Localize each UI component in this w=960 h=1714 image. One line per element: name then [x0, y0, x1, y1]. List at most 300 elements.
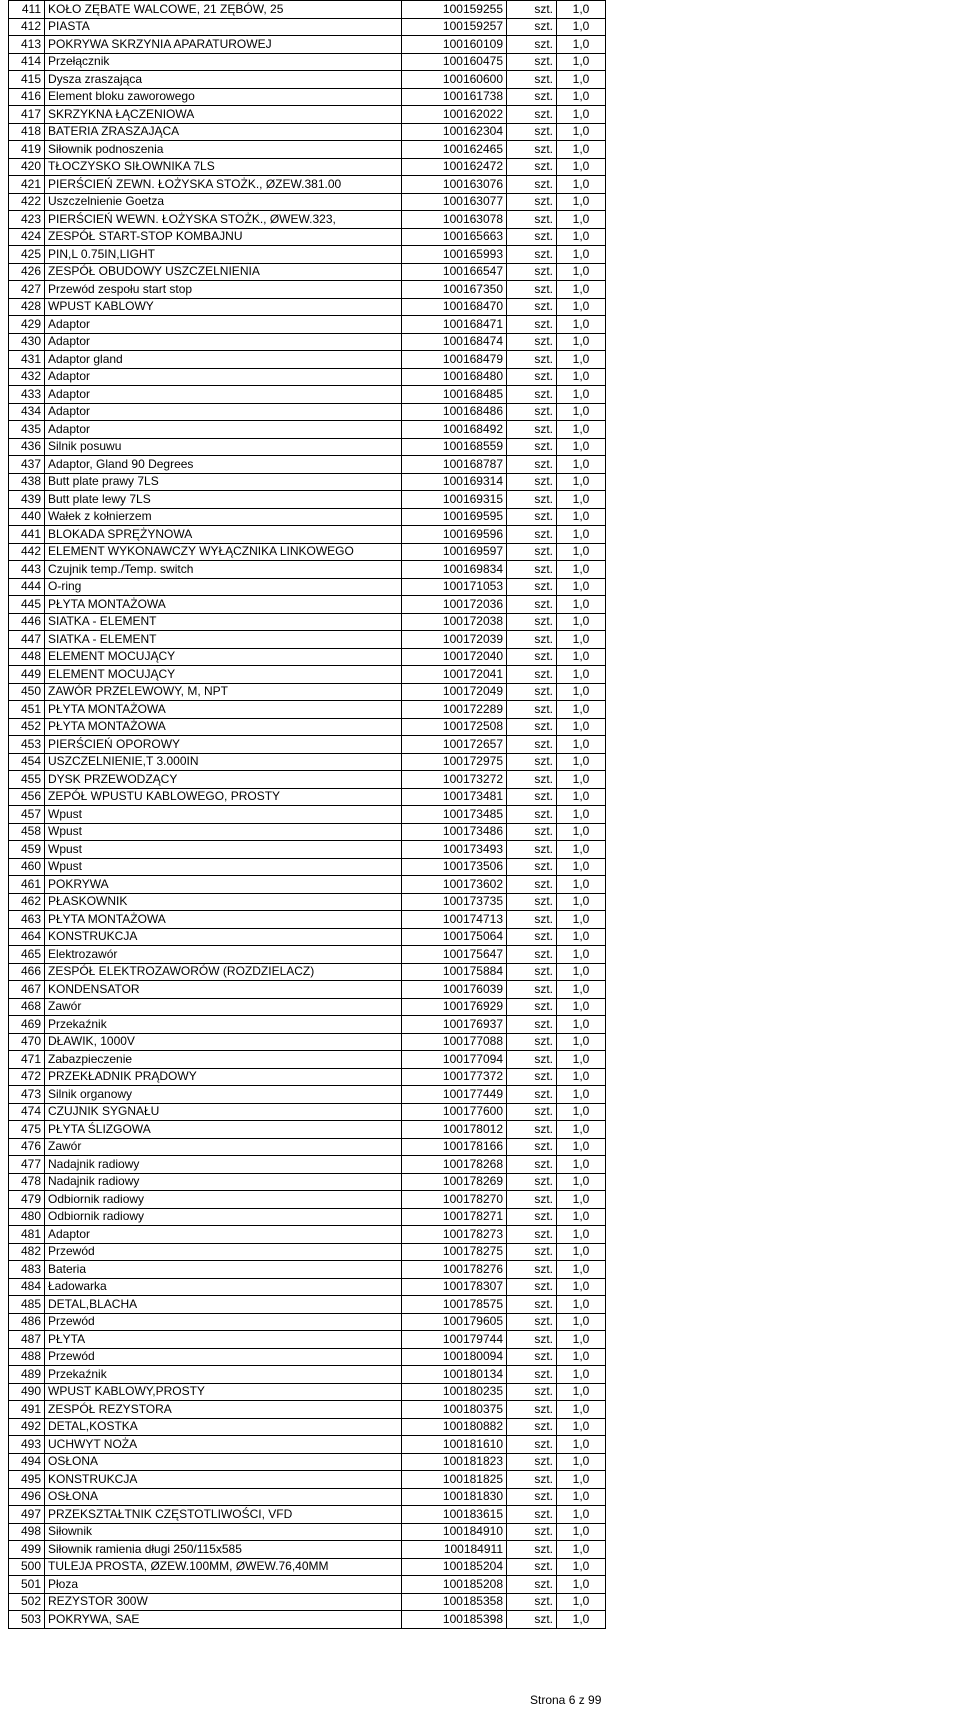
- unit-cell: szt.: [507, 1243, 557, 1261]
- part-name-cell: ZEPÓŁ WPUSTU KABLOWEGO, PROSTY: [45, 788, 402, 806]
- row-number-cell: 482: [9, 1243, 45, 1261]
- table-row: [9, 1156, 606, 1174]
- part-name-cell: PŁYTA: [45, 1331, 402, 1349]
- row-number-cell: 433: [9, 386, 45, 404]
- row-number-cell: 412: [9, 18, 45, 36]
- row-number-cell: 492: [9, 1418, 45, 1436]
- row-number-cell: 413: [9, 36, 45, 54]
- part-index-cell: 100168492: [402, 421, 507, 439]
- quantity-cell: 1,0: [557, 946, 606, 964]
- unit-cell: szt.: [507, 141, 557, 159]
- quantity-cell: 1,0: [557, 228, 606, 246]
- row-number-cell: 501: [9, 1576, 45, 1594]
- table-row: [9, 491, 606, 509]
- part-index-cell: 100183615: [402, 1506, 507, 1524]
- part-index-cell: 100178273: [402, 1226, 507, 1244]
- part-index-cell: 100178269: [402, 1173, 507, 1191]
- table-row: [9, 963, 606, 981]
- table-row: [9, 1261, 606, 1279]
- part-index-cell: 100159255: [402, 1, 507, 19]
- table-row: [9, 316, 606, 334]
- row-number-cell: 469: [9, 1016, 45, 1034]
- part-name-cell: Silnik posuwu: [45, 438, 402, 456]
- table-row: [9, 1278, 606, 1296]
- unit-cell: szt.: [507, 333, 557, 351]
- parts-table-body: [9, 1, 606, 1629]
- table-row: [9, 1, 606, 19]
- row-number-cell: 500: [9, 1558, 45, 1576]
- part-index-cell: 100180375: [402, 1401, 507, 1419]
- part-index-cell: 100173486: [402, 823, 507, 841]
- table-row: [9, 176, 606, 194]
- part-name-cell: PRZEKSZTAŁTNIK CZĘSTOTLIWOŚCI, VFD: [45, 1506, 402, 1524]
- unit-cell: szt.: [507, 823, 557, 841]
- part-name-cell: Wałek z kołnierzem: [45, 508, 402, 526]
- part-index-cell: 100185398: [402, 1611, 507, 1629]
- unit-cell: szt.: [507, 193, 557, 211]
- row-number-cell: 440: [9, 508, 45, 526]
- part-index-cell: 100166547: [402, 263, 507, 281]
- part-index-cell: 100173602: [402, 876, 507, 894]
- part-index-cell: 100178012: [402, 1121, 507, 1139]
- table-row: [9, 211, 606, 229]
- part-name-cell: SKRZYKNA ŁĄCZENIOWA: [45, 106, 402, 124]
- row-number-cell: 427: [9, 281, 45, 299]
- row-number-cell: 432: [9, 368, 45, 386]
- part-index-cell: 100179744: [402, 1331, 507, 1349]
- part-name-cell: Odbiornik radiowy: [45, 1191, 402, 1209]
- unit-cell: szt.: [507, 596, 557, 614]
- quantity-cell: 1,0: [557, 1208, 606, 1226]
- part-name-cell: Adaptor: [45, 386, 402, 404]
- table-row: [9, 421, 606, 439]
- table-row: [9, 666, 606, 684]
- table-row: [9, 1436, 606, 1454]
- table-row: [9, 1471, 606, 1489]
- quantity-cell: 1,0: [557, 1611, 606, 1629]
- part-name-cell: ELEMENT WYKONAWCZY WYŁĄCZNIKA LINKOWEGO: [45, 543, 402, 561]
- part-name-cell: TULEJA PROSTA, ØZEW.100MM, ØWEW.76,40MM: [45, 1558, 402, 1576]
- unit-cell: szt.: [507, 1331, 557, 1349]
- part-name-cell: Elektrozawór: [45, 946, 402, 964]
- part-index-cell: 100176039: [402, 981, 507, 999]
- quantity-cell: 1,0: [557, 263, 606, 281]
- quantity-cell: 1,0: [557, 18, 606, 36]
- part-name-cell: WPUST KABLOWY: [45, 298, 402, 316]
- part-name-cell: KONSTRUKCJA: [45, 1471, 402, 1489]
- quantity-cell: 1,0: [557, 1313, 606, 1331]
- part-name-cell: Płoza: [45, 1576, 402, 1594]
- part-name-cell: Wpust: [45, 823, 402, 841]
- unit-cell: szt.: [507, 981, 557, 999]
- quantity-cell: 1,0: [557, 771, 606, 789]
- part-name-cell: O-ring: [45, 578, 402, 596]
- row-number-cell: 457: [9, 806, 45, 824]
- table-row: [9, 1541, 606, 1559]
- part-index-cell: 100167350: [402, 281, 507, 299]
- table-row: [9, 596, 606, 614]
- quantity-cell: 1,0: [557, 1156, 606, 1174]
- row-number-cell: 424: [9, 228, 45, 246]
- table-row: [9, 753, 606, 771]
- quantity-cell: 1,0: [557, 963, 606, 981]
- row-number-cell: 453: [9, 736, 45, 754]
- part-name-cell: PIASTA: [45, 18, 402, 36]
- quantity-cell: 1,0: [557, 666, 606, 684]
- quantity-cell: 1,0: [557, 456, 606, 474]
- unit-cell: szt.: [507, 438, 557, 456]
- row-number-cell: 486: [9, 1313, 45, 1331]
- part-name-cell: SIATKA - ELEMENT: [45, 613, 402, 631]
- table-row: [9, 1016, 606, 1034]
- part-index-cell: 100172657: [402, 736, 507, 754]
- unit-cell: szt.: [507, 508, 557, 526]
- unit-cell: szt.: [507, 123, 557, 141]
- unit-cell: szt.: [507, 1016, 557, 1034]
- row-number-cell: 429: [9, 316, 45, 334]
- part-name-cell: Zawór: [45, 1138, 402, 1156]
- part-name-cell: Adaptor: [45, 333, 402, 351]
- part-name-cell: REZYSTOR 300W: [45, 1593, 402, 1611]
- row-number-cell: 460: [9, 858, 45, 876]
- part-name-cell: PŁYTA MONTAŻOWA: [45, 911, 402, 929]
- quantity-cell: 1,0: [557, 1086, 606, 1104]
- row-number-cell: 444: [9, 578, 45, 596]
- table-row: [9, 298, 606, 316]
- quantity-cell: 1,0: [557, 1348, 606, 1366]
- row-number-cell: 446: [9, 613, 45, 631]
- table-row: [9, 613, 606, 631]
- part-name-cell: BATERIA ZRASZAJĄCA: [45, 123, 402, 141]
- part-index-cell: 100175064: [402, 928, 507, 946]
- table-row: [9, 1453, 606, 1471]
- quantity-cell: 1,0: [557, 1453, 606, 1471]
- row-number-cell: 467: [9, 981, 45, 999]
- unit-cell: szt.: [507, 1488, 557, 1506]
- row-number-cell: 479: [9, 1191, 45, 1209]
- quantity-cell: 1,0: [557, 1051, 606, 1069]
- table-row: [9, 263, 606, 281]
- row-number-cell: 431: [9, 351, 45, 369]
- quantity-cell: 1,0: [557, 578, 606, 596]
- quantity-cell: 1,0: [557, 683, 606, 701]
- row-number-cell: 471: [9, 1051, 45, 1069]
- part-index-cell: 100172289: [402, 701, 507, 719]
- unit-cell: szt.: [507, 1173, 557, 1191]
- table-row: [9, 1348, 606, 1366]
- part-name-cell: PRZEKŁADNIK PRĄDOWY: [45, 1068, 402, 1086]
- table-row: [9, 1523, 606, 1541]
- unit-cell: szt.: [507, 858, 557, 876]
- quantity-cell: 1,0: [557, 718, 606, 736]
- row-number-cell: 473: [9, 1086, 45, 1104]
- table-row: [9, 141, 606, 159]
- part-index-cell: 100178271: [402, 1208, 507, 1226]
- quantity-cell: 1,0: [557, 176, 606, 194]
- table-row: [9, 911, 606, 929]
- part-name-cell: DETAL,BLACHA: [45, 1296, 402, 1314]
- part-index-cell: 100169834: [402, 561, 507, 579]
- row-number-cell: 441: [9, 526, 45, 544]
- table-row: [9, 106, 606, 124]
- table-row: [9, 456, 606, 474]
- unit-cell: szt.: [507, 1086, 557, 1104]
- part-name-cell: Ładowarka: [45, 1278, 402, 1296]
- table-row: [9, 333, 606, 351]
- table-row: [9, 561, 606, 579]
- part-index-cell: 100165663: [402, 228, 507, 246]
- unit-cell: szt.: [507, 666, 557, 684]
- part-index-cell: 100185204: [402, 1558, 507, 1576]
- quantity-cell: 1,0: [557, 368, 606, 386]
- row-number-cell: 465: [9, 946, 45, 964]
- part-index-cell: 100160475: [402, 53, 507, 71]
- quantity-cell: 1,0: [557, 631, 606, 649]
- quantity-cell: 1,0: [557, 1436, 606, 1454]
- row-number-cell: 423: [9, 211, 45, 229]
- table-row: [9, 1558, 606, 1576]
- part-name-cell: Przewód: [45, 1313, 402, 1331]
- quantity-cell: 1,0: [557, 526, 606, 544]
- table-row: [9, 71, 606, 89]
- part-index-cell: 100168559: [402, 438, 507, 456]
- quantity-cell: 1,0: [557, 1191, 606, 1209]
- part-index-cell: 100172049: [402, 683, 507, 701]
- row-number-cell: 494: [9, 1453, 45, 1471]
- table-row: [9, 683, 606, 701]
- unit-cell: szt.: [507, 1313, 557, 1331]
- row-number-cell: 414: [9, 53, 45, 71]
- row-number-cell: 461: [9, 876, 45, 894]
- unit-cell: szt.: [507, 1506, 557, 1524]
- part-name-cell: PIERŚCIEŃ OPOROWY: [45, 736, 402, 754]
- row-number-cell: 447: [9, 631, 45, 649]
- part-index-cell: 100178276: [402, 1261, 507, 1279]
- unit-cell: szt.: [507, 421, 557, 439]
- row-number-cell: 425: [9, 246, 45, 264]
- quantity-cell: 1,0: [557, 998, 606, 1016]
- part-name-cell: Uszczelnienie Goetza: [45, 193, 402, 211]
- part-name-cell: Adaptor gland: [45, 351, 402, 369]
- part-name-cell: Odbiornik radiowy: [45, 1208, 402, 1226]
- quantity-cell: 1,0: [557, 193, 606, 211]
- part-index-cell: 100179605: [402, 1313, 507, 1331]
- part-index-cell: 100181610: [402, 1436, 507, 1454]
- part-index-cell: 100177449: [402, 1086, 507, 1104]
- row-number-cell: 417: [9, 106, 45, 124]
- part-index-cell: 100169315: [402, 491, 507, 509]
- unit-cell: szt.: [507, 403, 557, 421]
- unit-cell: szt.: [507, 1, 557, 19]
- part-index-cell: 100160600: [402, 71, 507, 89]
- row-number-cell: 462: [9, 893, 45, 911]
- quantity-cell: 1,0: [557, 1226, 606, 1244]
- quantity-cell: 1,0: [557, 316, 606, 334]
- quantity-cell: 1,0: [557, 1471, 606, 1489]
- quantity-cell: 1,0: [557, 648, 606, 666]
- table-row: [9, 508, 606, 526]
- part-name-cell: KONDENSATOR: [45, 981, 402, 999]
- page-footer: [530, 1693, 601, 1707]
- part-index-cell: 100169314: [402, 473, 507, 491]
- quantity-cell: 1,0: [557, 123, 606, 141]
- unit-cell: szt.: [507, 53, 557, 71]
- unit-cell: szt.: [507, 1401, 557, 1419]
- part-index-cell: 100178275: [402, 1243, 507, 1261]
- quantity-cell: 1,0: [557, 36, 606, 54]
- table-row: [9, 438, 606, 456]
- table-row: [9, 193, 606, 211]
- row-number-cell: 455: [9, 771, 45, 789]
- unit-cell: szt.: [507, 1523, 557, 1541]
- part-index-cell: 100180094: [402, 1348, 507, 1366]
- quantity-cell: 1,0: [557, 1331, 606, 1349]
- table-row: [9, 1313, 606, 1331]
- table-row: [9, 1051, 606, 1069]
- part-name-cell: PIN,L 0.75IN,LIGHT: [45, 246, 402, 264]
- part-name-cell: Przełącznik: [45, 53, 402, 71]
- part-name-cell: ZESPÓŁ OBUDOWY USZCZELNIENIA: [45, 263, 402, 281]
- part-name-cell: Wpust: [45, 806, 402, 824]
- quantity-cell: 1,0: [557, 491, 606, 509]
- part-index-cell: 100177372: [402, 1068, 507, 1086]
- row-number-cell: 437: [9, 456, 45, 474]
- part-index-cell: 100172038: [402, 613, 507, 631]
- part-name-cell: DETAL,KOSTKA: [45, 1418, 402, 1436]
- unit-cell: szt.: [507, 228, 557, 246]
- part-name-cell: PŁYTA MONTAŻOWA: [45, 596, 402, 614]
- row-number-cell: 443: [9, 561, 45, 579]
- part-index-cell: 100168485: [402, 386, 507, 404]
- unit-cell: szt.: [507, 36, 557, 54]
- quantity-cell: 1,0: [557, 351, 606, 369]
- part-name-cell: ZESPÓŁ REZYSTORA: [45, 1401, 402, 1419]
- row-number-cell: 420: [9, 158, 45, 176]
- row-number-cell: 490: [9, 1383, 45, 1401]
- part-name-cell: OSŁONA: [45, 1488, 402, 1506]
- unit-cell: szt.: [507, 1051, 557, 1069]
- row-number-cell: 451: [9, 701, 45, 719]
- unit-cell: szt.: [507, 578, 557, 596]
- unit-cell: szt.: [507, 1593, 557, 1611]
- row-number-cell: 449: [9, 666, 45, 684]
- row-number-cell: 445: [9, 596, 45, 614]
- unit-cell: szt.: [507, 351, 557, 369]
- part-name-cell: POKRYWA SKRZYNIA APARATUROWEJ: [45, 36, 402, 54]
- part-name-cell: Wpust: [45, 841, 402, 859]
- part-index-cell: 100181825: [402, 1471, 507, 1489]
- part-index-cell: 100168474: [402, 333, 507, 351]
- part-name-cell: Siłownik podnoszenia: [45, 141, 402, 159]
- row-number-cell: 464: [9, 928, 45, 946]
- row-number-cell: 434: [9, 403, 45, 421]
- table-row: [9, 1103, 606, 1121]
- part-name-cell: Nadajnik radiowy: [45, 1173, 402, 1191]
- row-number-cell: 458: [9, 823, 45, 841]
- unit-cell: szt.: [507, 963, 557, 981]
- part-name-cell: OSŁONA: [45, 1453, 402, 1471]
- row-number-cell: 438: [9, 473, 45, 491]
- table-row: [9, 36, 606, 54]
- part-name-cell: ELEMENT MOCUJĄCY: [45, 666, 402, 684]
- part-name-cell: DŁAWIK, 1000V: [45, 1033, 402, 1051]
- row-number-cell: 439: [9, 491, 45, 509]
- quantity-cell: 1,0: [557, 596, 606, 614]
- part-index-cell: 100175647: [402, 946, 507, 964]
- part-index-cell: 100180235: [402, 1383, 507, 1401]
- unit-cell: szt.: [507, 876, 557, 894]
- unit-cell: szt.: [507, 911, 557, 929]
- row-number-cell: 468: [9, 998, 45, 1016]
- unit-cell: szt.: [507, 263, 557, 281]
- part-index-cell: 100172508: [402, 718, 507, 736]
- row-number-cell: 472: [9, 1068, 45, 1086]
- table-row: [9, 123, 606, 141]
- part-index-cell: 100172039: [402, 631, 507, 649]
- unit-cell: szt.: [507, 491, 557, 509]
- unit-cell: szt.: [507, 543, 557, 561]
- unit-cell: szt.: [507, 736, 557, 754]
- part-name-cell: Adaptor: [45, 421, 402, 439]
- quantity-cell: 1,0: [557, 246, 606, 264]
- unit-cell: szt.: [507, 71, 557, 89]
- part-index-cell: 100162304: [402, 123, 507, 141]
- table-row: [9, 1173, 606, 1191]
- table-row: [9, 578, 606, 596]
- part-name-cell: ZESPÓŁ START-STOP KOMBAJNU: [45, 228, 402, 246]
- table-row: [9, 351, 606, 369]
- part-name-cell: Adaptor: [45, 368, 402, 386]
- quantity-cell: 1,0: [557, 1523, 606, 1541]
- part-name-cell: DYSK PRZEWODZĄCY: [45, 771, 402, 789]
- table-row: [9, 1401, 606, 1419]
- row-number-cell: 430: [9, 333, 45, 351]
- table-row: [9, 1488, 606, 1506]
- unit-cell: szt.: [507, 718, 557, 736]
- table-row: [9, 1506, 606, 1524]
- part-name-cell: Adaptor, Gland 90 Degrees: [45, 456, 402, 474]
- part-index-cell: 100168787: [402, 456, 507, 474]
- quantity-cell: 1,0: [557, 1488, 606, 1506]
- part-index-cell: 100178307: [402, 1278, 507, 1296]
- table-row: [9, 1191, 606, 1209]
- unit-cell: szt.: [507, 1278, 557, 1296]
- part-index-cell: 100162022: [402, 106, 507, 124]
- unit-cell: szt.: [507, 1436, 557, 1454]
- part-index-cell: 100163076: [402, 176, 507, 194]
- part-index-cell: 100180882: [402, 1418, 507, 1436]
- table-row: [9, 788, 606, 806]
- quantity-cell: 1,0: [557, 893, 606, 911]
- part-name-cell: Przewód: [45, 1348, 402, 1366]
- row-number-cell: 487: [9, 1331, 45, 1349]
- part-index-cell: 100178575: [402, 1296, 507, 1314]
- quantity-cell: 1,0: [557, 1418, 606, 1436]
- unit-cell: szt.: [507, 176, 557, 194]
- unit-cell: szt.: [507, 1296, 557, 1314]
- part-name-cell: Silnik organowy: [45, 1086, 402, 1104]
- part-index-cell: 100169597: [402, 543, 507, 561]
- table-row: [9, 1296, 606, 1314]
- quantity-cell: 1,0: [557, 281, 606, 299]
- quantity-cell: 1,0: [557, 438, 606, 456]
- row-number-cell: 489: [9, 1366, 45, 1384]
- unit-cell: szt.: [507, 841, 557, 859]
- part-index-cell: 100178166: [402, 1138, 507, 1156]
- unit-cell: szt.: [507, 1383, 557, 1401]
- unit-cell: szt.: [507, 1226, 557, 1244]
- quantity-cell: 1,0: [557, 1506, 606, 1524]
